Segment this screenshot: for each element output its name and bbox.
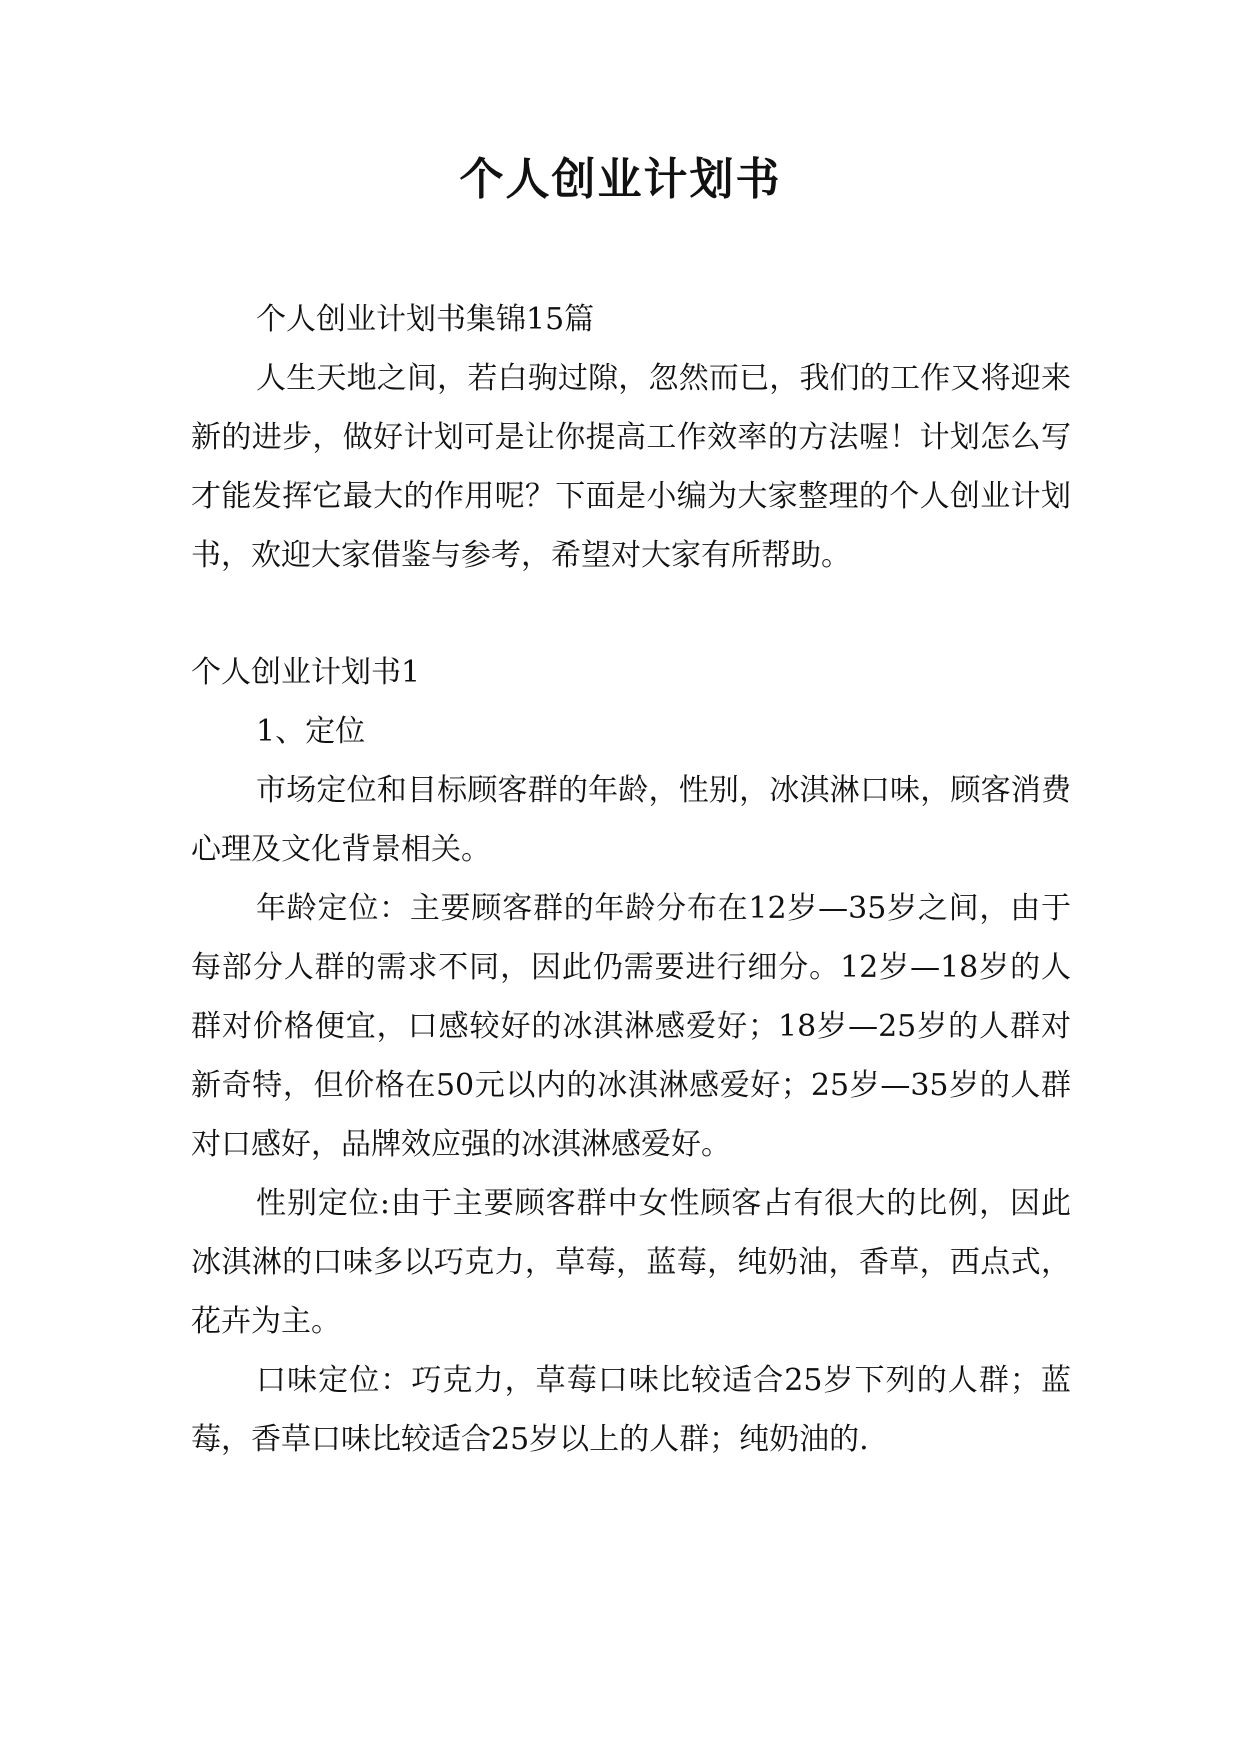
body-paragraph: 年龄定位：主要顾客群的年龄分布在12岁—35岁之间，由于每部分人群的需求不同，因此仍需要进行细分。12岁—18岁的人群对价格便宜，口感较好的冰淇淋感爱好；18岁—25岁的人群对新奇特，但价格在50元以内的冰淇淋感爱好；25岁—35岁的人群对口感好，品牌效应强的冰淇淋感爱好。: [191, 891, 1071, 1162]
intro-paragraph: 人生天地之间，若白驹过隙，忽然而已，我们的工作又将迎来新的进步，做好计划可是让你提高工作效率的方法喔！计划怎么写才能发挥它最大的作用呢？下面是小编为大家整理的个人创业计划书，欢迎大家借鉴与参考，希望对大家有所帮助。: [191, 361, 1071, 573]
section-heading: 个人创业计划书1: [191, 655, 421, 690]
document-title: 个人创业计划书: [459, 154, 782, 205]
body-paragraph: 市场定位和目标顾客群的年龄，性别，冰淇淋口味，顾客消费心理及文化背景相关。: [191, 773, 1071, 867]
document-body: [191, 290, 1071, 1469]
document-subtitle: 个人创业计划书集锦15篇: [256, 302, 595, 337]
body-paragraph: 性别定位:由于主要顾客群中女性顾客占有很大的比例，因此冰淇淋的口味多以巧克力，草莓，蓝莓，纯奶油，香草，西点式，花卉为主。: [191, 1186, 1071, 1339]
item-heading: 1、定位: [256, 714, 366, 749]
body-paragraph: 口味定位：巧克力，草莓口味比较适合25岁下列的人群；蓝莓，香草口味比较适合25岁以上的人群；纯奶油的.: [191, 1363, 1071, 1457]
section-spacer: [191, 585, 1071, 643]
